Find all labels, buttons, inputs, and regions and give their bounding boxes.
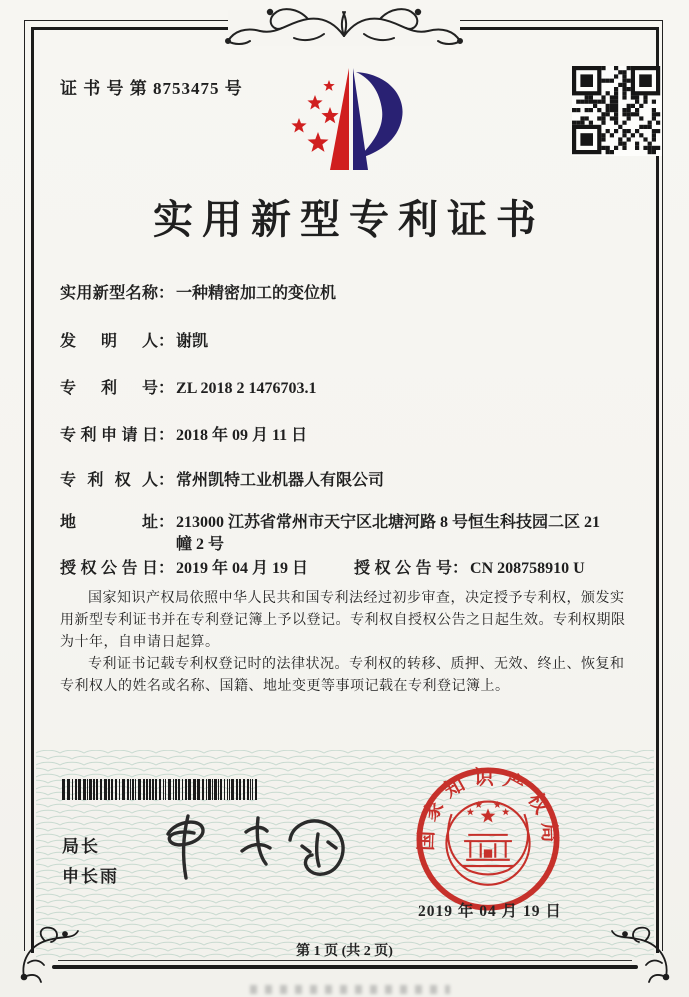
certificate-number: 证 书 号 第 8753475 号 <box>60 79 243 98</box>
logo-stars <box>291 80 338 152</box>
qr-code <box>572 66 662 156</box>
director-title: 局长 <box>62 837 100 856</box>
field-colon: ： <box>158 472 175 489</box>
field-value: ZL 2018 2 1476703.1 <box>176 380 317 397</box>
bottom-rule-thick <box>52 965 638 969</box>
field-label: 授权公告号 <box>354 560 453 577</box>
field-label: 地址 <box>60 514 158 531</box>
field-row-address <box>60 512 600 556</box>
field-value: 一种精密加工的变位机 <box>176 285 337 302</box>
logo-star-icon <box>291 118 306 133</box>
field-label: 授权公告日 <box>60 560 158 577</box>
field-colon: ： <box>158 285 175 302</box>
national-emblem <box>446 801 529 885</box>
logo-star-icon <box>323 80 334 91</box>
field-row-patentee <box>60 470 384 492</box>
field-value: 2018 年 09 月 11 日 <box>176 427 308 444</box>
field-colon: ： <box>158 333 175 350</box>
field-label: 专利权人 <box>60 472 158 489</box>
grant-date-value: 2019 年 04 月 19 日 <box>176 560 309 577</box>
emblem-star-icon <box>481 808 496 822</box>
bottom-rule-thin <box>58 960 632 961</box>
seal-date: 2019 年 04 月 19 日 <box>418 903 562 920</box>
grant-number-value: CN 208758910 U <box>470 560 585 577</box>
field-label: 发明人 <box>60 333 158 350</box>
field-row-name <box>60 283 336 305</box>
field-colon: ： <box>158 514 175 531</box>
field-value: 213000 江苏省常州市天宁区北塘河路 8 号恒生科技园二区 21 幢 2 号 <box>176 514 601 553</box>
seal-ring <box>419 770 556 907</box>
top-ornament <box>214 0 474 58</box>
certificate-title: 实用新型专利证书 <box>153 197 545 242</box>
field-colon: ： <box>158 380 175 397</box>
field-value: 谢凯 <box>176 333 209 350</box>
cnipa-logo-icon <box>272 66 422 178</box>
logo-star-icon <box>321 107 338 123</box>
barcode <box>62 779 258 800</box>
seal-ring-text: 国家知识产权局 <box>415 766 561 852</box>
field-value: 常州凯特工业机器人有限公司 <box>176 472 385 489</box>
legal-paragraph: 国家知识产权局依照中华人民共和国专利法经过初步审查，决定授予专利权，颁发实用新型专利证书并在专利登记簿上予以登记。专利权自授权公告之日起生效。专利权期限为十年，自申请日起算。 <box>60 591 626 650</box>
emblem-star-icon <box>502 808 509 815</box>
field-row-grant <box>60 558 585 580</box>
field-label: 专利申请日 <box>60 427 158 444</box>
field-label: 专利号 <box>60 380 158 397</box>
field-row-patent-number <box>60 378 316 400</box>
logo-star-icon <box>308 132 329 152</box>
emblem-star-icon <box>467 808 474 815</box>
field-colon: ： <box>452 560 469 577</box>
field-colon: ： <box>158 560 175 577</box>
signature-script <box>150 806 385 901</box>
field-row-inventor <box>60 331 208 353</box>
field-colon: ： <box>158 427 175 444</box>
logo-star-icon <box>307 95 322 110</box>
legal-text-block <box>60 588 628 698</box>
print-bleed <box>250 985 450 994</box>
page-indicator: 第 1 页 (共 2 页) <box>296 944 393 959</box>
legal-paragraph: 专利证书记载专利权登记时的法律状况。专利权的转移、质押、无效、终止、恢复和专利权人的姓名或名称、国籍、地址变更等事项记载在专利登记簿上。 <box>60 657 625 694</box>
field-label: 实用新型名称 <box>60 285 158 302</box>
field-row-filing-date <box>60 425 307 447</box>
official-seal <box>410 760 566 916</box>
director-name: 申长雨 <box>62 867 119 886</box>
